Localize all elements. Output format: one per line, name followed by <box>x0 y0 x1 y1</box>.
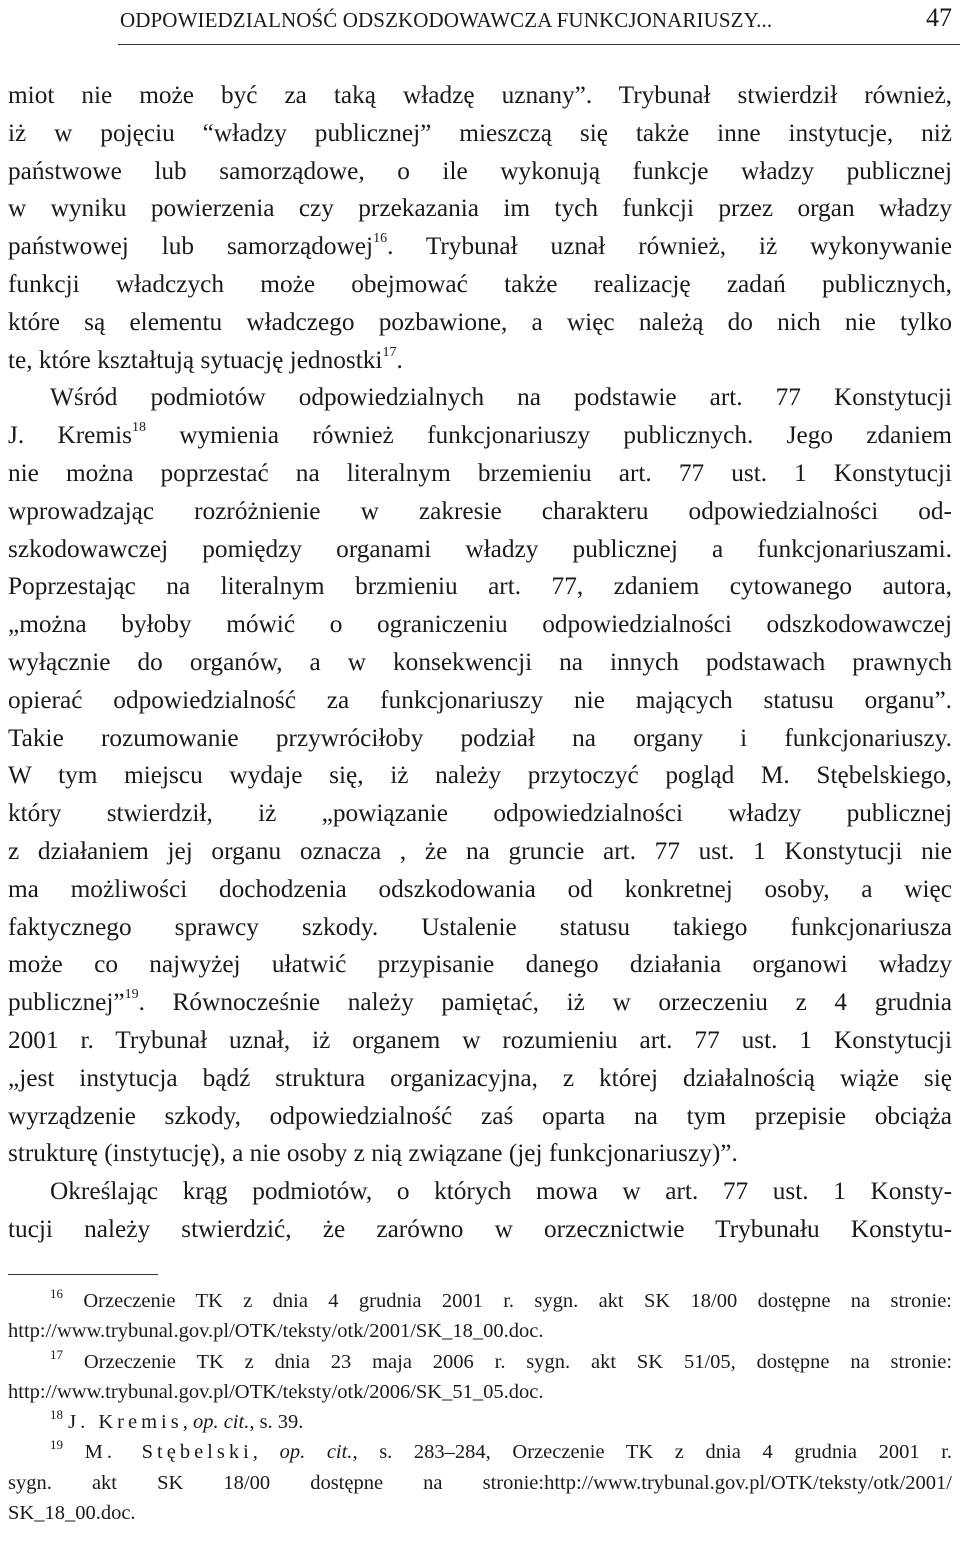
text-line: 2001 r. Trybunał uznał, iż organem w rozumieniu art. 77 ust. 1 Konstytucji <box>8 1025 952 1054</box>
footnote-line: $^{17}$ Orzeczenie TK z dnia 23 maja 2006 r. sygn. akt SK 51/05, dostępne na stronie: <box>50 1346 953 1373</box>
text-line: wyłącznie do organów, a w konsekwencji na innych podstawach prawnych <box>8 647 952 676</box>
text-line: wyrządzenie szkody, odpowiedzialność zaś oparta na tym przepisie obciąża <box>8 1101 952 1130</box>
footnote-line: http://www.trybunal.gov.pl/OTK/teksty/otk/2006/SK_51_05.doc. <box>8 1380 544 1403</box>
footnote-line: $^{19}$ M. Stębelski, op. cit., s. 283–284, Orzeczenie TK z dnia 4 grudnia 2001 r. <box>50 1437 953 1464</box>
footnote-line: sygn. akt SK 18/00 dostępne na stronie:http://www.trybunal.gov.pl/OTK/teksty/otk/2001/ <box>8 1471 952 1494</box>
footnote-16 <box>8 1286 952 1347</box>
paragraph-2 <box>8 379 952 1173</box>
paragraph-3 <box>8 1173 952 1249</box>
text-line: faktycznego sprawcy szkody. Ustalenie statusu takiego funkcjonariusza <box>8 912 952 941</box>
footnote-18 <box>8 1407 952 1437</box>
text-line: opierać odpowiedzialność za funkcjonariuszy nie mających statusu organu”. <box>8 685 952 714</box>
text-line: „można byłoby mówić o ograniczeniu odpowiedzialności odszkodowawczej <box>8 610 952 639</box>
text-line: miot nie może być za taką władzę uznany”. Trybunał stwierdził również, <box>8 81 952 109</box>
footnote-number: 18 <box>50 1407 63 1423</box>
text-line: państwowej lub samorządowej$^{16}$. Trybunał uznał również, iż wykonywanie <box>8 231 952 261</box>
footnote-ref-17[interactable]: 17 <box>382 344 397 360</box>
text-line: nie można poprzestać na literalnym brzemieniu art. 77 ust. 1 Konstytucji <box>8 458 952 487</box>
text-line: Wśród podmiotów odpowiedzialnych na podstawie art. 77 Konstytucji <box>50 383 952 412</box>
text-line: J. Kremis$^{18}$ wymienia również funkcjonariuszy publicznych. Jego zdaniem <box>8 420 952 450</box>
text-line: W tym miejscu wydaje się, iż należy przytoczyć pogląd M. Stębelskiego, <box>8 761 952 790</box>
text-line: „jest instytucja bądź struktura organizacyjna, z której działalnością wiąże się <box>8 1063 952 1092</box>
footnote-separator <box>8 1274 158 1275</box>
running-header <box>8 4 952 40</box>
text-line: w wyniku powierzenia czy przekazania im tych funkcji przez organ władzy <box>8 194 952 223</box>
footnote-author: M. Stębelski <box>84 1441 253 1464</box>
footnote-line: $^{16}$ Orzeczenie TK z dnia 4 grudnia 2001 r. sygn. akt SK 18/00 dostępne na stronie: <box>50 1286 952 1312</box>
footnote-number: 17 <box>50 1346 63 1362</box>
footnotes <box>8 1286 952 1528</box>
text-line: publicznej”$^{19}$. Równocześnie należy pamiętać, iż w orzeczeniu z 4 grudnia <box>8 987 952 1017</box>
footnote-line: http://www.trybunal.gov.pl/OTK/teksty/otk/2001/SK_18_00.doc. <box>8 1320 544 1343</box>
footnote-line: $^{18}$ J. Kremis, op. cit., s. 39. <box>50 1407 304 1434</box>
text-line: Takie rozumowanie przywróciłoby podział na organy i funkcjonariuszy. <box>8 723 952 752</box>
footnote-number: 16 <box>50 1286 63 1301</box>
text-line: iż w pojęciu “władzy publicznej” mieszczą się także inne instytucje, niż <box>8 118 952 147</box>
text-line: ma możliwości dochodzenia odszkodowania od konkretnej osoby, a więc <box>8 874 952 903</box>
footnote-opcit: op. cit. <box>279 1441 353 1464</box>
text-line: Poprzestając na literalnym brzmieniu art. 77, zdaniem cytowanego autora, <box>8 572 952 601</box>
text-line: z działaniem jej organu oznacza , że na gruncie art. 77 ust. 1 Konstytucji nie <box>8 836 952 865</box>
footnote-opcit: op. cit. <box>192 1411 250 1434</box>
text-line: wprowadzając rozróżnienie w zakresie charakteru odpowiedzialności od- <box>8 496 952 525</box>
header-rule <box>118 44 960 45</box>
body-text <box>8 77 952 1249</box>
text-line: może co najwyżej ułatwić przypisanie danego działania organowi władzy <box>8 950 952 979</box>
footnote-ref-18[interactable]: 18 <box>131 420 146 436</box>
paragraph-1 <box>8 77 952 379</box>
footnote-19 <box>8 1437 952 1528</box>
footnote-17 <box>8 1347 952 1408</box>
text-line: Określając krąg podmiotów, o których mowa w art. 77 ust. 1 Konsty- <box>50 1177 952 1206</box>
running-title: ODPOWIEDZIALNOŚĆ ODSZKODOWAWCZA FUNKCJONARIUSZY... <box>120 8 773 32</box>
footnote-ref-19[interactable]: 19 <box>124 987 139 1003</box>
text-line: państwowe lub samorządowe, o ile wykonują funkcje władzy publicznej <box>8 156 952 185</box>
text-line: strukturę (instytucję), a nie osoby z nią związane (jej funkcjonariuszy)”. <box>8 1139 738 1168</box>
footnote-ref-16[interactable]: 16 <box>373 231 388 247</box>
footnote-author: J. Kremis <box>68 1411 183 1434</box>
footnote-number: 19 <box>50 1437 63 1453</box>
text-line: funkcji władczych może obejmować także realizację zadań publicznych, <box>8 269 952 298</box>
text-line: tucji należy stwierdzić, że zarówno w orzecznictwie Trybunału Konstytu- <box>8 1214 952 1243</box>
page-number: 47 <box>926 3 952 32</box>
text-line: szkodowawczej pomiędzy organami władzy publicznej a funkcjonariuszami. <box>8 534 952 563</box>
text-line: te, które kształtują sytuację jednostki$^{17}$. <box>8 344 403 374</box>
footnote-line: SK_18_00.doc. <box>8 1502 136 1525</box>
text-line: który stwierdził, iż „powiązanie odpowiedzialności władzy publicznej <box>8 799 952 828</box>
text-line: które są elementu władczego pozbawione, a więc należą do nich nie tylko <box>8 307 952 336</box>
